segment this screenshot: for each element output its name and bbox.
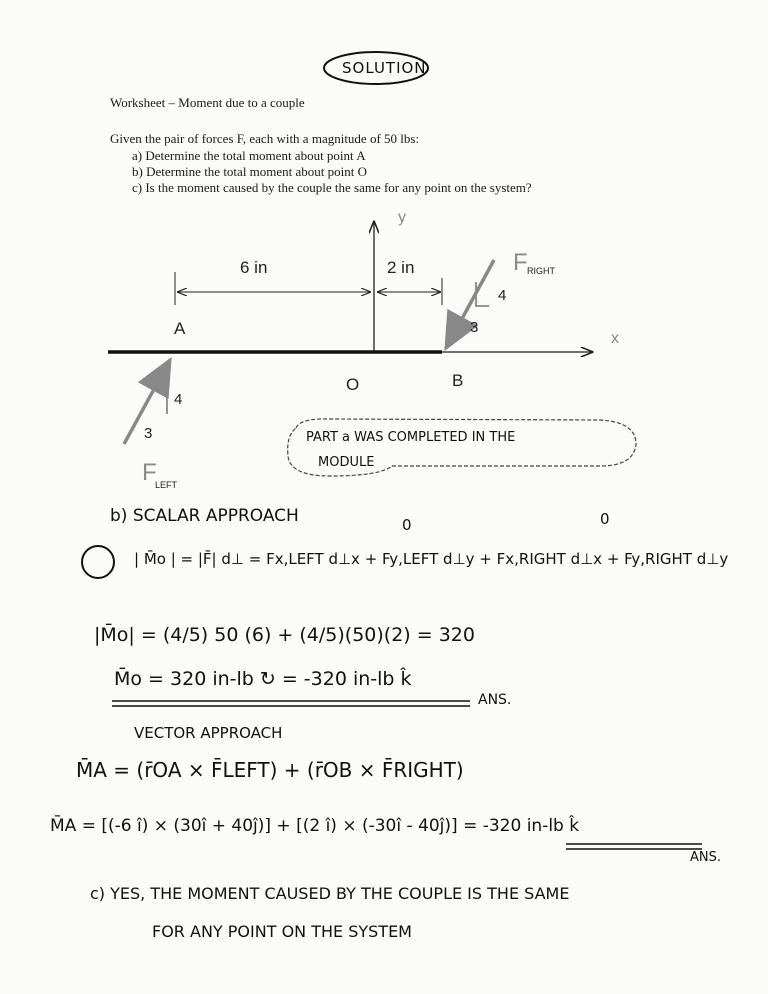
answer-mark-2: ANS. bbox=[690, 850, 722, 865]
dim-label-left: 6 in bbox=[240, 258, 268, 277]
dim-label-right: 2 in bbox=[387, 258, 415, 277]
point-o-label: O bbox=[346, 375, 360, 394]
vector-heading: VECTOR APPROACH bbox=[134, 724, 283, 742]
force-left-subscript: LEFT bbox=[155, 480, 178, 490]
question-c: c) Is the moment caused by the couple the same for any point on the system? bbox=[132, 180, 532, 195]
answer-mark-1: ANS. bbox=[478, 692, 512, 708]
part-a-note-line1: PART a WAS COMPLETED IN THE bbox=[306, 430, 516, 445]
point-a-label: A bbox=[174, 319, 186, 338]
force-left-label: F bbox=[142, 459, 157, 486]
scalar-heading: b) SCALAR APPROACH bbox=[110, 506, 299, 526]
force-right-subscript: RIGHT bbox=[527, 266, 555, 276]
slope-right-run: 3 bbox=[470, 319, 479, 336]
zero-mark-2: 0 bbox=[600, 510, 610, 528]
point-b-label: B bbox=[452, 371, 464, 390]
question-b: b) Determine the total moment about point O bbox=[132, 164, 368, 179]
scalar-equation: | M̄o | = |F̄| d⊥ = Fx,LEFT d⊥x + Fy,LEFT d⊥y + Fx,RIGHT d⊥x + Fy,RIGHT d⊥y bbox=[134, 550, 729, 568]
slope-left-rise: 4 bbox=[174, 391, 183, 408]
part-c-line2: FOR ANY POINT ON THE SYSTEM bbox=[152, 922, 412, 941]
slope-left-run: 3 bbox=[144, 425, 153, 442]
part-c-line1: c) YES, THE MOMENT CAUSED BY THE COUPLE IS THE SAME bbox=[90, 884, 570, 903]
slope-right-rise: 4 bbox=[498, 287, 507, 304]
vector-equation: M̄A = (r̄OA × F̄LEFT) + (r̄OB × F̄RIGHT) bbox=[76, 758, 464, 782]
solution-stamp: SOLUTION bbox=[342, 59, 427, 77]
zero-mark-1: 0 bbox=[402, 516, 412, 534]
scalar-result: M̄o = 320 in-lb ↻ = -320 in-lb k̂ bbox=[114, 668, 412, 690]
x-axis-label: x bbox=[611, 330, 619, 347]
scalar-calculation: |M̄o| = (4/5) 50 (6) + (4/5)(50)(2) = 320 bbox=[94, 624, 475, 646]
vector-calculation: M̄A = [(-6 î) × (30î + 40ĵ)] + [(2 î) × (-30î - 40ĵ)] = -320 in-lb k̂ bbox=[50, 816, 580, 836]
worksheet-prompt: Given the pair of forces F, each with a magnitude of 50 lbs: bbox=[110, 131, 420, 146]
part-a-note-line2: MODULE bbox=[318, 455, 375, 470]
force-right-label: F bbox=[513, 249, 528, 276]
question-a: a) Determine the total moment about point A bbox=[132, 148, 366, 163]
worksheet-title: Worksheet – Moment due to a couple bbox=[110, 95, 305, 110]
y-axis-label: y bbox=[398, 209, 406, 226]
